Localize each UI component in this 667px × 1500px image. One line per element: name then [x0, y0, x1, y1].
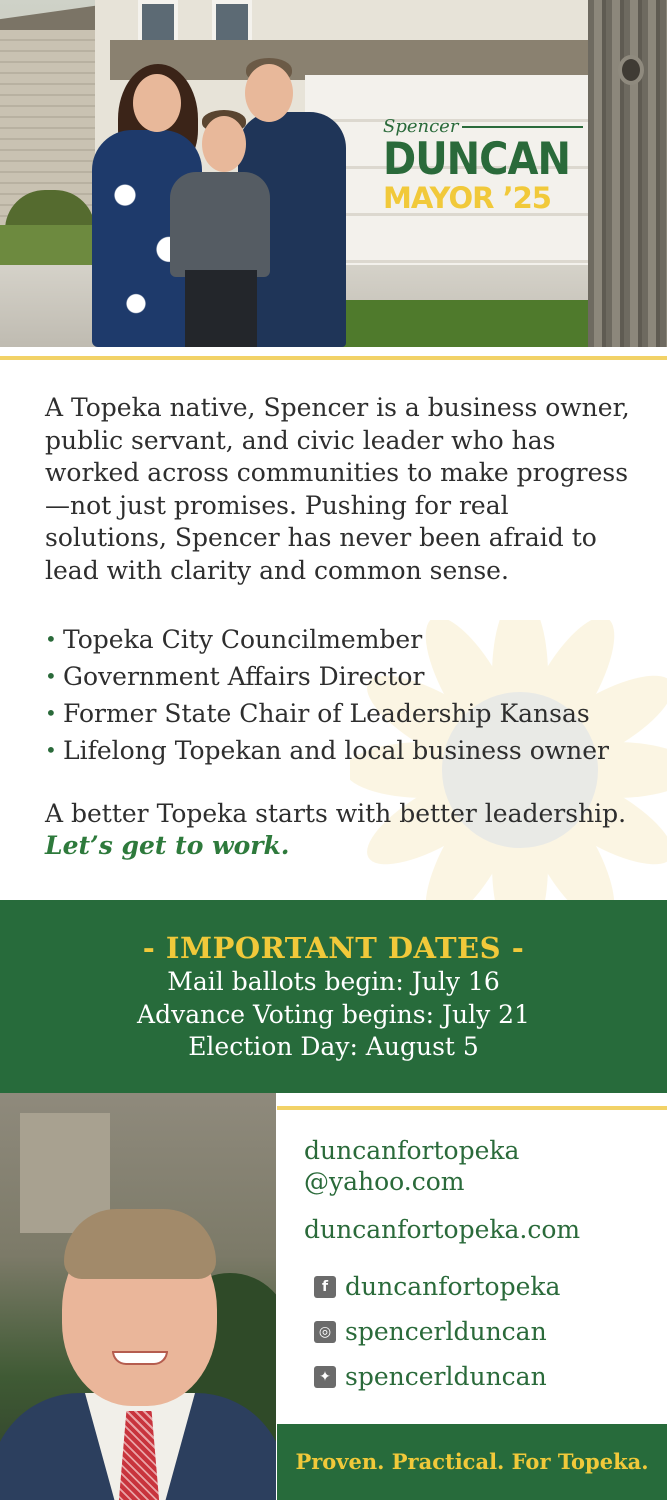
- social-facebook[interactable]: [304, 1264, 654, 1309]
- gold-divider: [277, 1106, 667, 1110]
- social-handle: spencerlduncan: [345, 1317, 547, 1346]
- credentials-list: [45, 621, 645, 769]
- signature-text: Spencer: [383, 116, 459, 137]
- list-item-text: Government Affairs Director: [63, 662, 425, 691]
- bio-paragraph: A Topeka native, Spencer is a business owner, public servant, and civic leader who has worked across communities to make progress—not just promises. Pushing for real solutions, Spencer has never been afraid to lead with clarity and common sense.: [45, 393, 630, 585]
- closing-statement: [45, 798, 635, 862]
- boy-face: [202, 116, 246, 172]
- list-item-text: Former State Chair of Leadership Kansas: [63, 699, 590, 728]
- portrait-smile: [112, 1351, 168, 1365]
- list-item: [45, 695, 645, 732]
- list-item-text: Lifelong Topekan and local business owner: [63, 736, 610, 765]
- website-link[interactable]: duncanfortopeka.com: [304, 1215, 581, 1244]
- man-face: [245, 64, 293, 122]
- campaign-logo: [383, 118, 583, 214]
- logo-office: MAYOR ’25: [383, 181, 551, 215]
- bullet-dot-icon: •: [45, 701, 57, 725]
- dates-title: - IMPORTANT DATES -: [142, 931, 525, 965]
- email-domain: @yahoo.com: [304, 1167, 465, 1196]
- closing-text: A better Topeka starts with better leadership.: [45, 799, 627, 828]
- portrait-hair: [64, 1209, 216, 1279]
- facebook-icon: f: [314, 1276, 336, 1298]
- boy-pants: [185, 270, 257, 347]
- social-handle: duncanfortopeka: [345, 1272, 561, 1301]
- call-to-action: Let’s get to work.: [45, 831, 290, 860]
- logo-name: DUNCAN: [383, 133, 570, 186]
- gold-divider: [0, 356, 667, 360]
- candidate-portrait: [0, 1093, 276, 1500]
- bullet-dot-icon: •: [45, 664, 57, 688]
- instagram-icon: ◎: [314, 1321, 336, 1343]
- social-links: [304, 1264, 654, 1399]
- list-item: [45, 658, 645, 695]
- list-item: [45, 732, 645, 769]
- social-handle: spencerlduncan: [345, 1362, 547, 1391]
- list-item-text: Topeka City Councilmember: [63, 625, 423, 654]
- lawn: [320, 300, 620, 347]
- tagline-bar: Proven. Practical. For Topeka.: [277, 1424, 667, 1500]
- contact-block: [304, 1135, 654, 1399]
- bullet-dot-icon: •: [45, 738, 57, 762]
- woman-face: [133, 74, 181, 132]
- list-item: [45, 621, 645, 658]
- house-window: [138, 0, 178, 45]
- important-dates-band: [0, 900, 667, 1093]
- signature-underline: [462, 126, 583, 128]
- email-user: duncanfortopeka: [304, 1136, 520, 1165]
- date-item: Mail ballots begin: July 16: [167, 967, 500, 996]
- hero-family-photo: [0, 0, 667, 347]
- social-instagram[interactable]: [304, 1309, 654, 1354]
- email-link[interactable]: [304, 1135, 654, 1197]
- bullet-dot-icon: •: [45, 627, 57, 651]
- house-eave: [110, 40, 620, 80]
- date-item: Advance Voting begins: July 21: [137, 999, 530, 1029]
- social-twitter[interactable]: [304, 1354, 654, 1399]
- boy-figure: [170, 172, 270, 277]
- date-item: Election Day: August 5: [188, 1032, 479, 1061]
- house-window: [212, 0, 252, 45]
- tree-knot: [618, 55, 644, 85]
- tree-trunk: [588, 0, 667, 347]
- twitter-icon: ✦: [314, 1366, 336, 1388]
